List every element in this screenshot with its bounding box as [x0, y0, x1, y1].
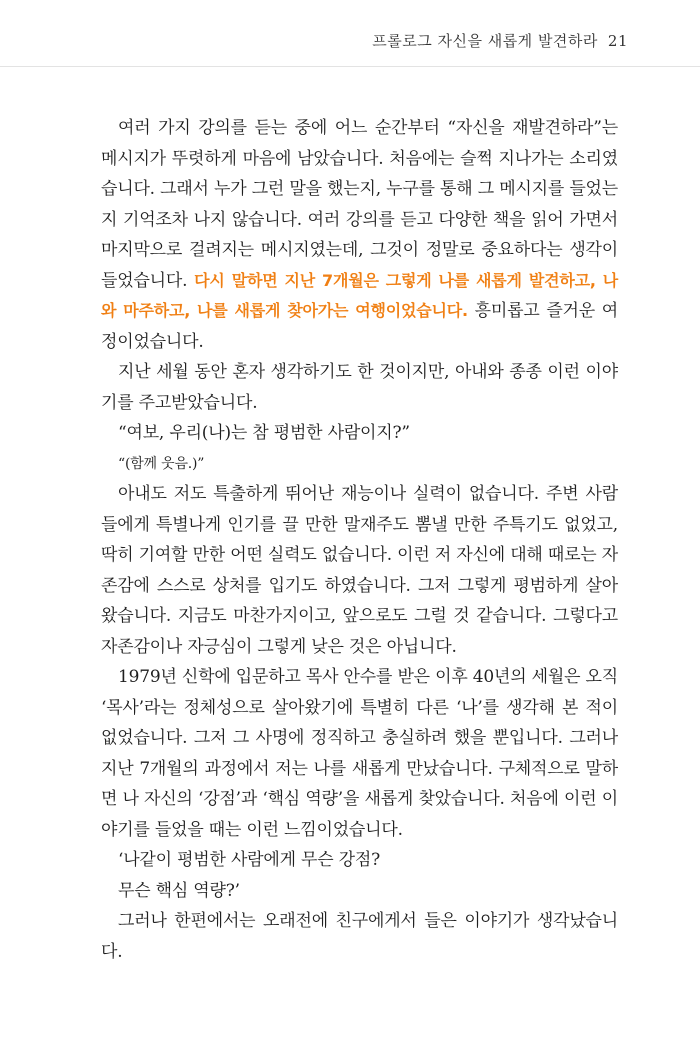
quote-line: 무슨 핵심 역량?’ — [118, 880, 240, 901]
running-title: 프롤로그 자신을 새롭게 발견하라 — [372, 32, 598, 50]
body-text — [101, 113, 618, 967]
running-header — [372, 30, 628, 51]
paragraph — [101, 113, 618, 357]
paragraph-text: 흥미롭고 즐거운 여정이었습니다. — [101, 301, 618, 352]
paragraph: 아내도 저도 특출하게 뛰어난 재능이나 실력이 없습니다. 주변 사람들에게 특별나게 인기를 끌 만한 말재주도 뽐낼 만한 주특기도 없었고, 딱히 기여할 만한 어떤 실력도 없습니다. 이런 저 자신에 대해 때로는 자존감에 스스로 상처를 입기도 하였습니다. 그저 그렇게 평범하게 살아왔습니다. 지금도 마찬가지이고, 앞으로도 그럴 것 같습니다. 그렇다고 자존감이나 자긍심이 그렇게 낮은 것은 아닙니다. — [101, 484, 618, 657]
paragraph: 1979년 신학에 입문하고 목사 안수를 받은 이후 40년의 세월은 오직 ‘목사’라는 정체성으로 살아왔기에 특별히 다른 ‘나’를 생각해 본 적이 없었습니다. 그저 그 사명에 정직하고 충실하려 했을 뿐입니다. 그러나 지난 7개월의 과정에서 저는 나를 새롭게 만났습니다. 구체적으로 말하면 나 자신의 ‘강점’과 ‘핵심 역량’을 새롭게 찾았습니다. 처음에 이런 이야기를 들었을 때는 이런 느낌이었습니다. — [101, 667, 618, 840]
page-number: 21 — [607, 32, 628, 50]
paragraph: 그러나 한편에서는 오래전에 친구에게서 들은 이야기가 생각났습니다. — [101, 911, 618, 962]
dialogue-line: “여보, 우리(나)는 참 평범한 사람이지?” — [118, 423, 410, 443]
paragraph: 지난 세월 동안 혼자 생각하기도 한 것이지만, 아내와 종종 이런 이야기를 주고받았습니다. — [101, 362, 618, 413]
highlighted-sentence: 다시 말하면 지난 7개월은 그렇게 나를 새롭게 발견하고, 나와 마주하고, 나를 새롭게 찾아가는 여행이었습니다. — [101, 270, 618, 320]
paragraph-text: 여러 가지 강의를 듣는 중에 어느 순간부터 “자신을 재발견하라”는 메시지가 뚜렷하게 마음에 남았습니다. 처음에는 슬쩍 지나가는 소리였습니다. 그래서 누가 그런 말을 했는지, 누구를 통해 그 메시지를 들었는지 기억조차 나지 않습니다. 여러 강의를 듣고 다양한 책을 읽어 가면서 마지막으로 걸려지는 메시지였는데, 그것이 정말로 중요하다는 생각이 들었습니다. — [101, 118, 618, 291]
header-divider — [0, 66, 700, 67]
dialogue-line: “(함께 웃음.)” — [118, 455, 205, 472]
quote-line: ‘나같이 평범한 사람에게 무슨 강점? — [118, 850, 381, 870]
